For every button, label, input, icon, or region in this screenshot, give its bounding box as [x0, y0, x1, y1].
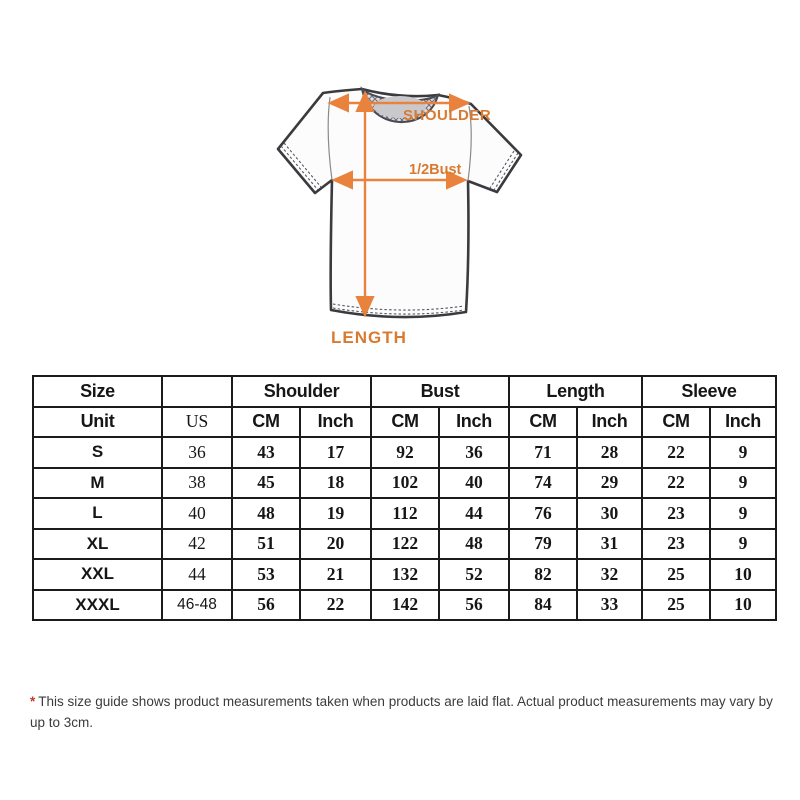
- table-cell: 48: [439, 529, 509, 560]
- shoulder-measure-label: SHOULDER: [403, 107, 492, 124]
- table-cell: 79: [509, 529, 577, 560]
- table-cell: L: [33, 498, 162, 529]
- table-cell: 9: [710, 529, 776, 560]
- length-measure-label: LENGTH: [331, 328, 407, 347]
- table-cell: 32: [577, 559, 642, 590]
- table-cell: 33: [577, 590, 642, 621]
- table-cell: 43: [232, 437, 300, 468]
- table-cell: 25: [642, 590, 710, 621]
- table-cell: XL: [33, 529, 162, 560]
- table-cell: 76: [509, 498, 577, 529]
- table-cell: 56: [232, 590, 300, 621]
- table-row: [33, 529, 776, 560]
- table-cell: 18: [300, 468, 371, 499]
- table-cell: 31: [577, 529, 642, 560]
- table-cell: 112: [371, 498, 439, 529]
- table-cell: 56: [439, 590, 509, 621]
- unit-cell: CM: [642, 407, 710, 438]
- unit-cell: CM: [371, 407, 439, 438]
- table-row: [33, 498, 776, 529]
- table-cell: 36: [162, 437, 232, 468]
- table-cell: 21: [300, 559, 371, 590]
- table-cell: 29: [577, 468, 642, 499]
- table-cell: XXXL: [33, 590, 162, 621]
- table-cell: 53: [232, 559, 300, 590]
- table-cell: 36: [439, 437, 509, 468]
- table-cell: 44: [439, 498, 509, 529]
- table-cell: 25: [642, 559, 710, 590]
- unit-cell: Inch: [577, 407, 642, 438]
- table-cell: 142: [371, 590, 439, 621]
- header-shoulder: Shoulder: [232, 376, 371, 407]
- table-cell: 22: [300, 590, 371, 621]
- table-cell: 10: [710, 559, 776, 590]
- table-row: [33, 437, 776, 468]
- header-blank: [162, 376, 232, 407]
- unit-cell: CM: [232, 407, 300, 438]
- table-cell: 9: [710, 468, 776, 499]
- table-cell: 102: [371, 468, 439, 499]
- table-cell: 28: [577, 437, 642, 468]
- table-row: [33, 590, 776, 621]
- table-cell: 9: [710, 437, 776, 468]
- table-cell: 10: [710, 590, 776, 621]
- table-cell: 48: [232, 498, 300, 529]
- table-cell: 51: [232, 529, 300, 560]
- table-cell: 23: [642, 529, 710, 560]
- table-cell: 19: [300, 498, 371, 529]
- table-cell: 17: [300, 437, 371, 468]
- header-length: Length: [509, 376, 642, 407]
- table-cell: 44: [162, 559, 232, 590]
- table-cell: 71: [509, 437, 577, 468]
- unit-cell: Inch: [300, 407, 371, 438]
- bust-measure-label: 1/2Bust: [409, 162, 462, 178]
- unit-cell: Inch: [439, 407, 509, 438]
- table-cell: 40: [162, 498, 232, 529]
- table-cell: 23: [642, 498, 710, 529]
- tshirt-diagram: [250, 75, 542, 360]
- footnote: [30, 691, 778, 733]
- table-cell: 46-48: [162, 590, 232, 621]
- table-cell: 84: [509, 590, 577, 621]
- table-row: [33, 468, 776, 499]
- table-cell: 92: [371, 437, 439, 468]
- table-cell: 74: [509, 468, 577, 499]
- table-cell: 40: [439, 468, 509, 499]
- table-cell: 132: [371, 559, 439, 590]
- unit-cell: Inch: [710, 407, 776, 438]
- table-cell: 42: [162, 529, 232, 560]
- table-cell: 30: [577, 498, 642, 529]
- table-cell: M: [33, 468, 162, 499]
- footnote-asterisk: *: [30, 694, 36, 709]
- unit-cell: CM: [509, 407, 577, 438]
- footnote-text: This size guide shows product measurements taken when products are laid flat. Actual product measurements may vary by up to 3cm.: [30, 694, 773, 730]
- table-cell: 45: [232, 468, 300, 499]
- table-cell: 122: [371, 529, 439, 560]
- header-sleeve: Sleeve: [642, 376, 776, 407]
- table-cell: 82: [509, 559, 577, 590]
- table-row: [33, 559, 776, 590]
- table-header-row: [33, 376, 776, 407]
- table-cell: 20: [300, 529, 371, 560]
- header-bust: Bust: [371, 376, 509, 407]
- table-cell: 9: [710, 498, 776, 529]
- table-cell: 22: [642, 468, 710, 499]
- table-cell: 38: [162, 468, 232, 499]
- table-cell: S: [33, 437, 162, 468]
- header-size: Size: [33, 376, 162, 407]
- table-cell: XXL: [33, 559, 162, 590]
- unit-us: US: [162, 407, 232, 438]
- size-table: [32, 375, 777, 621]
- table-cell: 22: [642, 437, 710, 468]
- unit-label: Unit: [33, 407, 162, 438]
- table-unit-row: [33, 407, 776, 438]
- table-cell: 52: [439, 559, 509, 590]
